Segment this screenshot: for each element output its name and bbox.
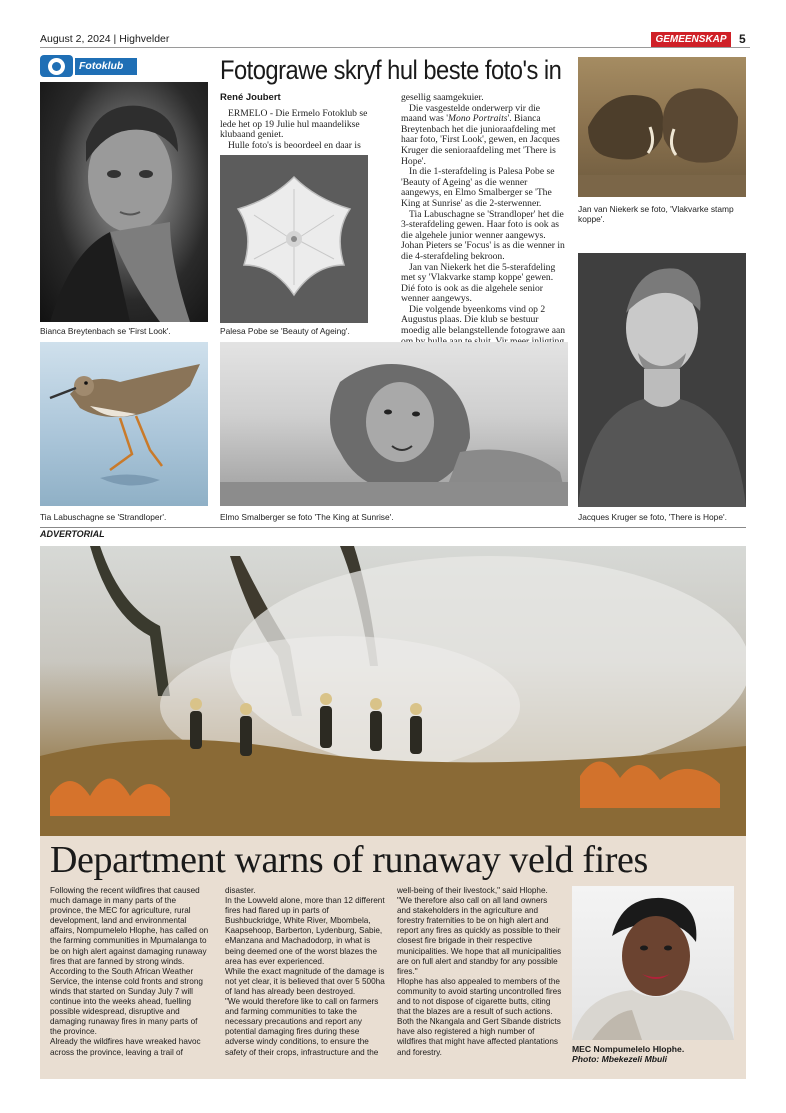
fotoklub-tag: Fotoklub — [75, 58, 137, 75]
text-run: '. Bianca Breytenbach het die junioraafdeling met haar foto, 'First Look', gewen, en Jacques Kruger die senioraafdeling met 'There is Hope'. — [401, 113, 560, 167]
photo-veld-fire — [40, 546, 746, 836]
paragraph: In die 1-sterafdeling is Palesa Pobe se 'Beauty of Ageing' as die wenner aangewys, en Elmo Smalberger se 'The King at Sunrise' as die 2-sterwenner. — [401, 166, 555, 209]
photo-king-at-sunrise — [220, 342, 568, 506]
advertorial-headline: Department warns of runaway veld fires — [50, 839, 648, 881]
article-column-1 — [220, 109, 370, 151]
paragraph: ERMELO - Die Ermelo Fotoklub se lede het op 19 Julie hul maandelikse klubaand geniet. — [220, 108, 368, 141]
caption-first-look: Bianca Breytenbach se 'First Look'. — [40, 326, 171, 336]
paragraph: disaster. — [225, 886, 256, 895]
photo-mec-hlophe — [572, 886, 734, 1040]
caption-king-at-sunrise: Elmo Smalberger se foto 'The King at Sunrise'. — [220, 512, 394, 522]
photo-credit: Photo: Mbekezeli Mbuli — [572, 1054, 668, 1064]
caption-there-is-hope: Jacques Kruger se foto, 'There is Hope'. — [578, 512, 727, 522]
paragraph — [401, 104, 568, 168]
paragraph: According to the South African Weather Service, the intense cold fronts and strong winds that started on Sunday July 7 will continue into the weeks ahead, fuelling possible widespread, disruptive and damaging runaway fires in many parts of the province. — [50, 966, 203, 1037]
photo-strandloper — [40, 342, 208, 506]
paragraph: "We therefore also call on all land owners and stakeholders in the agriculture and forestry fraternities to be on high alert and report any fires as quickly as possible to their closest fire brigade in their respective municipalities. We hope that all municipalities are on full alert and standby for any possible fires." — [397, 896, 562, 976]
caption-beauty-of-ageing: Palesa Pobe se 'Beauty of Ageing'. — [220, 326, 350, 336]
paragraph: Jan van Niekerk het die 5-sterafdeling met sy 'Vlakvarke stamp koppe' gewen. Dié foto is ook as die algehele senior wenner aangewys. — [401, 261, 556, 305]
article-byline: René Joubert — [220, 92, 281, 103]
theme-title: Mono Portraits — [448, 113, 508, 125]
paragraph: gesellig saamgekuier. — [401, 92, 484, 103]
advertorial-column-2 — [225, 886, 385, 1058]
caption-vlakvarke: Jan van Niekerk se foto, 'Vlakvarke stamp koppe'. — [578, 204, 734, 224]
advertorial-column-1 — [50, 886, 210, 1058]
paragraph: "We would therefore like to call on farmers and farming communities to take the necessary precautions and report any potential damaging fires during these adverse windy conditions, to ensure the safety of their crops, infrastructure and the — [225, 997, 379, 1057]
text-run: Die vasgestelde onderwerp vir die maand was ' — [401, 102, 541, 125]
article-column-2 — [401, 93, 568, 368]
page-dateline: August 2, 2024 | Highvelder — [40, 33, 170, 45]
paragraph: Both the Nkangala and Gert Sibande districts have also registered a high number of wildfires that might have affected plantations and forestry. — [397, 1017, 561, 1057]
advertorial-column-3 — [397, 886, 562, 1058]
page-number: 5 — [739, 32, 746, 46]
photo-first-look — [40, 82, 208, 322]
photo-there-is-hope — [578, 253, 746, 507]
paragraph: Hulle foto's is beoordeel en daar is — [228, 139, 361, 151]
paragraph: In the Lowveld alone, more than 12 different fires had flared up in parts of Bushbuckridge, White River, Mbombela, Kaapsehoop, Barberton, Lydenburg, Sabie, eManzana and Machadodorp, in what is being deemed one of the worst blazes the area has ever experienced. — [225, 896, 385, 966]
paragraph: Hlophe has also appealed to members of the community to avoid starting uncontrolled fires and to not dispose of cigarette butts, citing that the blazes are a result of such actions. — [397, 976, 562, 1017]
advertorial-rule — [40, 527, 746, 528]
camera-lens-inner — [52, 62, 61, 71]
photo-vlakvarke — [578, 57, 746, 197]
header-rule — [40, 47, 750, 48]
photo-caption-mec: MEC Nompumelelo Hlophe. — [572, 1044, 685, 1054]
paragraph: Already the wildfires have wreaked havoc across the province, leaving a trail of — [50, 1037, 201, 1057]
advertorial-label: ADVERTORIAL — [40, 529, 105, 539]
photo-beauty-of-ageing — [220, 155, 368, 323]
article-headline: Fotograwe skryf hul beste foto's in — [220, 55, 562, 85]
section-tag: GEMEENSKAP — [651, 32, 731, 47]
paragraph: Following the recent wildfires that caused much damage in many parts of the province, the MEC for agriculture, rural development, land and environmental affairs, Nompumelelo Hlophe, has called on the farming communities in Mpumalanga to be on high alert against damaging runaway fires that are fanned by strong winds. — [50, 886, 209, 966]
paragraph: Die volgende byeenkoms vind op 2 Augustus plaas. Die klub se bestuur moedig alle belangstellende fotograwe aan — [401, 303, 566, 337]
paragraph: While the exact magnitude of the damage is not yet clear, it is believed that over 5 500ha of land has already been destroyed. — [225, 966, 385, 996]
paragraph: Tia Labuschagne se 'Strandloper' het die 3-sterafdeling gewen. Haar foto is ook as die algehele junior wenner aangewys. Johan Pieters se 'Focus' is as die wenner in die 4-sterafdeling bekroon. — [401, 208, 565, 262]
caption-strandloper: Tia Labuschagne se 'Strandloper'. — [40, 512, 167, 522]
paragraph: well-being of their livestock," said Hlophe. — [397, 886, 548, 895]
